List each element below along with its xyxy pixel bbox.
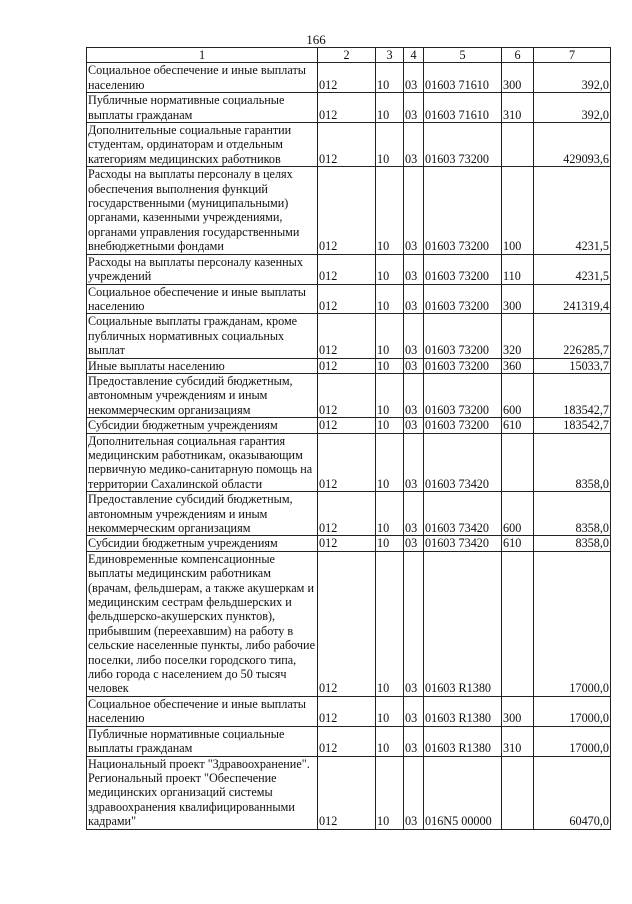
column-header-subsection: 4 [404,48,424,63]
row-amount-cell: 8358,0 [534,536,611,551]
row-admin-cell: 012 [318,433,376,492]
row-amount-cell: 17000,0 [534,551,611,696]
table-row [87,358,611,373]
row-amount-cell: 392,0 [534,63,611,93]
row-name-cell: Публичные нормативные социальные выплаты гражданам [87,726,318,756]
row-name-cell: Субсидии бюджетным учреждениям [87,418,318,433]
row-program-cell: 01603 73200 [424,284,502,314]
row-subsection-cell: 03 [404,358,424,373]
row-program-cell: 01603 73200 [424,254,502,284]
table-row [87,167,611,254]
row-amount-cell: 183542,7 [534,373,611,417]
row-amount-cell: 15033,7 [534,358,611,373]
row-kind-cell [502,551,534,696]
table-header-row [87,48,611,63]
row-kind-cell: 100 [502,167,534,254]
row-section-cell: 10 [376,373,404,417]
row-kind-cell: 310 [502,726,534,756]
row-section-cell: 10 [376,696,404,726]
row-kind-cell [502,756,534,829]
row-subsection-cell: 03 [404,756,424,829]
row-subsection-cell: 03 [404,314,424,358]
row-name-cell: Расходы на выплаты персоналу в целях обеспечения выполнения функций государственными (муниципальными) органами, казенными учреждениями, органами управления государственными внебюджетными фондами [87,167,318,254]
row-name-cell: Предоставление субсидий бюджетным, автономным учреждениям и иным некоммерческим организациям [87,373,318,417]
row-kind-cell: 300 [502,63,534,93]
column-header-program: 5 [424,48,502,63]
row-amount-cell: 4231,5 [534,254,611,284]
row-name-cell: Национальный проект "Здравоохранение". Региональный проект "Обеспечение медицинских организаций системы здравоохранения квалифицированными кадрами" [87,756,318,829]
row-amount-cell: 4231,5 [534,167,611,254]
row-amount-cell: 226285,7 [534,314,611,358]
row-kind-cell: 610 [502,536,534,551]
row-section-cell: 10 [376,284,404,314]
row-section-cell: 10 [376,167,404,254]
row-admin-cell: 012 [318,284,376,314]
row-name-cell: Предоставление субсидий бюджетным, автономным учреждениям и иным некоммерческим организациям [87,492,318,536]
row-admin-cell: 012 [318,536,376,551]
row-subsection-cell: 03 [404,254,424,284]
row-admin-cell: 012 [318,167,376,254]
row-name-cell: Социальное обеспечение и иные выплаты населению [87,284,318,314]
table-row [87,492,611,536]
row-program-cell: 01603 71610 [424,93,502,123]
row-kind-cell: 600 [502,492,534,536]
row-amount-cell: 241319,4 [534,284,611,314]
row-name-cell: Социальные выплаты гражданам, кроме публичных нормативных социальных выплат [87,314,318,358]
page-bottom-margin [0,864,632,904]
row-admin-cell: 012 [318,373,376,417]
row-program-cell: 01603 73200 [424,314,502,358]
row-name-cell: Единовременные компенсационные выплаты медицинским работникам (врачам, фельдшерам, а также акушеркам и медицинским сестрам фельдшерских и фельдшерско-акушерских пунктов), прибывшим (переехавшим) на работу в сельские населенные пункты, либо рабочие поселки, либо поселки городского типа, либо города с населением до 50 тысяч человек [87,551,318,696]
table-body [87,63,611,829]
row-amount-cell: 17000,0 [534,726,611,756]
row-admin-cell: 012 [318,123,376,167]
row-admin-cell: 012 [318,492,376,536]
page-number: 166 [306,32,326,47]
row-subsection-cell: 03 [404,551,424,696]
table-row [87,418,611,433]
row-subsection-cell: 03 [404,63,424,93]
column-header-section: 3 [376,48,404,63]
table-row [87,551,611,696]
row-admin-cell: 012 [318,756,376,829]
row-program-cell: 01603 73420 [424,433,502,492]
table-row [87,726,611,756]
row-admin-cell: 012 [318,93,376,123]
row-program-cell: 01603 73200 [424,167,502,254]
row-section-cell: 10 [376,756,404,829]
row-program-cell: 01603 R1380 [424,726,502,756]
row-admin-cell: 012 [318,314,376,358]
row-subsection-cell: 03 [404,492,424,536]
row-program-cell: 01603 73420 [424,536,502,551]
row-amount-cell: 429093,6 [534,123,611,167]
row-name-cell: Расходы на выплаты персоналу казенных учреждений [87,254,318,284]
row-section-cell: 10 [376,314,404,358]
row-section-cell: 10 [376,433,404,492]
row-section-cell: 10 [376,254,404,284]
table-row [87,536,611,551]
row-section-cell: 10 [376,93,404,123]
row-section-cell: 10 [376,536,404,551]
row-section-cell: 10 [376,63,404,93]
row-name-cell: Субсидии бюджетным учреждениям [87,536,318,551]
row-admin-cell: 012 [318,358,376,373]
row-amount-cell: 60470,0 [534,756,611,829]
row-program-cell: 01603 73200 [424,123,502,167]
row-program-cell: 01603 73200 [424,373,502,417]
table-row [87,254,611,284]
row-program-cell: 01603 73200 [424,418,502,433]
row-amount-cell: 8358,0 [534,492,611,536]
row-name-cell: Публичные нормативные социальные выплаты гражданам [87,93,318,123]
table-row [87,284,611,314]
table-row [87,314,611,358]
row-subsection-cell: 03 [404,433,424,492]
row-subsection-cell: 03 [404,123,424,167]
table-row [87,756,611,829]
row-admin-cell: 012 [318,418,376,433]
row-section-cell: 10 [376,358,404,373]
row-subsection-cell: 03 [404,284,424,314]
column-header-name: 1 [87,48,318,63]
row-program-cell: 01603 71610 [424,63,502,93]
row-subsection-cell: 03 [404,167,424,254]
row-amount-cell: 183542,7 [534,418,611,433]
row-kind-cell: 610 [502,418,534,433]
table-row [87,123,611,167]
row-admin-cell: 012 [318,254,376,284]
row-amount-cell: 8358,0 [534,433,611,492]
row-kind-cell [502,433,534,492]
row-kind-cell: 600 [502,373,534,417]
column-header-kind: 6 [502,48,534,63]
row-kind-cell: 320 [502,314,534,358]
row-program-cell: 01603 R1380 [424,551,502,696]
row-subsection-cell: 03 [404,373,424,417]
row-program-cell: 01603 R1380 [424,696,502,726]
row-name-cell: Социальное обеспечение и иные выплаты населению [87,696,318,726]
row-name-cell: Дополнительная социальная гарантия медицинским работникам, оказывающим первичную медико-санитарную помощь на территории Сахалинской области [87,433,318,492]
row-amount-cell: 17000,0 [534,696,611,726]
row-section-cell: 10 [376,726,404,756]
row-name-cell: Иные выплаты населению [87,358,318,373]
row-kind-cell: 310 [502,93,534,123]
row-section-cell: 10 [376,551,404,696]
row-subsection-cell: 03 [404,726,424,756]
row-section-cell: 10 [376,418,404,433]
row-admin-cell: 012 [318,551,376,696]
table-row [87,433,611,492]
column-header-amount: 7 [534,48,611,63]
row-subsection-cell: 03 [404,93,424,123]
row-kind-cell: 110 [502,254,534,284]
row-subsection-cell: 03 [404,536,424,551]
column-header-admin: 2 [318,48,376,63]
table-row [87,93,611,123]
row-amount-cell: 392,0 [534,93,611,123]
budget-table [86,47,611,830]
row-name-cell: Дополнительные социальные гарантии студентам, ординаторам и отдельным категориям медицинских работников [87,123,318,167]
row-admin-cell: 012 [318,63,376,93]
row-kind-cell: 300 [502,696,534,726]
row-section-cell: 10 [376,492,404,536]
row-kind-cell: 300 [502,284,534,314]
row-admin-cell: 012 [318,696,376,726]
row-subsection-cell: 03 [404,696,424,726]
row-subsection-cell: 03 [404,418,424,433]
row-name-cell: Социальное обеспечение и иные выплаты населению [87,63,318,93]
row-program-cell: 016N5 00000 [424,756,502,829]
row-kind-cell [502,123,534,167]
table-row [87,696,611,726]
row-program-cell: 01603 73420 [424,492,502,536]
table-row [87,373,611,417]
row-program-cell: 01603 73200 [424,358,502,373]
table-row [87,63,611,93]
row-admin-cell: 012 [318,726,376,756]
row-kind-cell: 360 [502,358,534,373]
row-section-cell: 10 [376,123,404,167]
